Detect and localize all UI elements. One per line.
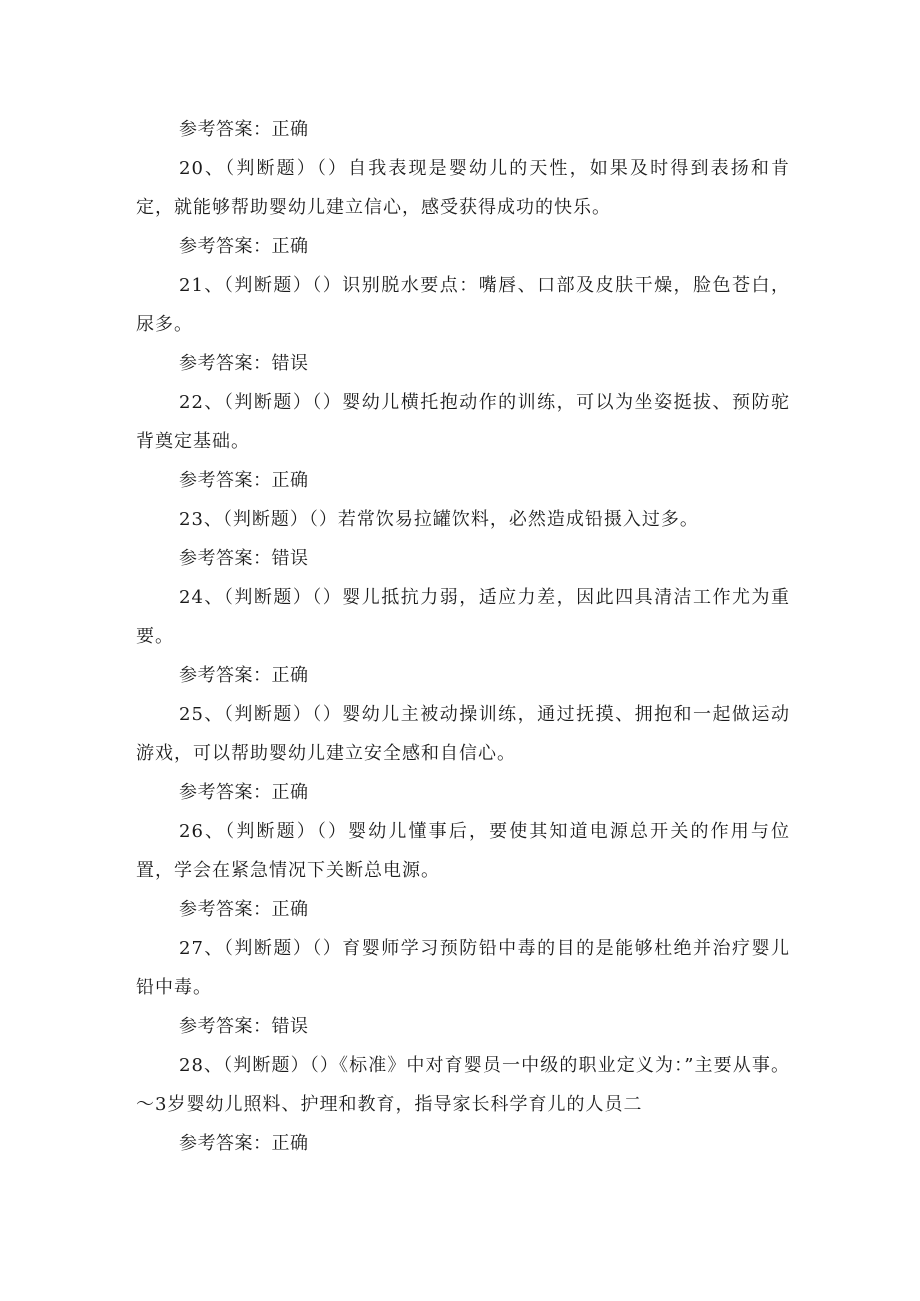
- question-25: 25、（判断题）（）婴幼儿主被动操训练，通过抚摸、拥抱和一起做运动游戏，可以帮助婴幼儿建立安全感和自信心。: [136, 704, 790, 764]
- question-27: 27、（判断题）（）育婴师学习预防铅中毒的目的是能够杜绝并治疗婴儿铅中毒。: [136, 938, 790, 998]
- answer-25: 参考答案：正确: [179, 782, 309, 803]
- answer-20: 参考答案：正确: [179, 236, 309, 257]
- answer-22: 参考答案：正确: [179, 470, 309, 491]
- answer-line: 参考答案：正确: [179, 119, 309, 140]
- answer-24: 参考答案：正确: [179, 665, 309, 686]
- question-21: 21、（判断题）（）识别脱水要点：嘴唇、口部及皮肤干燥，脸色苍白，尿多。: [136, 275, 790, 335]
- answer-27: 参考答案：错误: [179, 1016, 309, 1037]
- answer-28: 参考答案：正确: [179, 1133, 309, 1154]
- question-22: 22、（判断题）（）婴幼儿横托抱动作的训练，可以为坐姿挺拔、预防驼背奠定基础。: [136, 392, 790, 452]
- question-20: 20、（判断题）（）自我表现是婴幼儿的天性，如果及时得到表扬和肯定，就能够帮助婴幼儿建立信心，感受获得成功的快乐。: [136, 158, 790, 218]
- answer-21: 参考答案：错误: [179, 353, 309, 374]
- question-28: 28、（判断题）（）《标准》中对育婴员一中级的职业定义为：”主要从事。～3岁婴幼儿照料、护理和教育，指导家长科学育儿的人员二: [136, 1055, 790, 1115]
- answer-23: 参考答案：错误: [179, 548, 309, 569]
- question-23: 23、（判断题）（）若常饮易拉罐饮料，必然造成铅摄入过多。: [179, 509, 699, 530]
- question-26: 26、（判断题）（）婴幼儿懂事后，要使其知道电源总开关的作用与位置，学会在紧急情况下关断总电源。: [136, 821, 790, 881]
- question-24: 24、（判断题）（）婴儿抵抗力弱，适应力差，因此四具清洁工作尤为重要。: [136, 587, 790, 647]
- answer-26: 参考答案：正确: [179, 899, 309, 920]
- question-list: [136, 110, 790, 1163]
